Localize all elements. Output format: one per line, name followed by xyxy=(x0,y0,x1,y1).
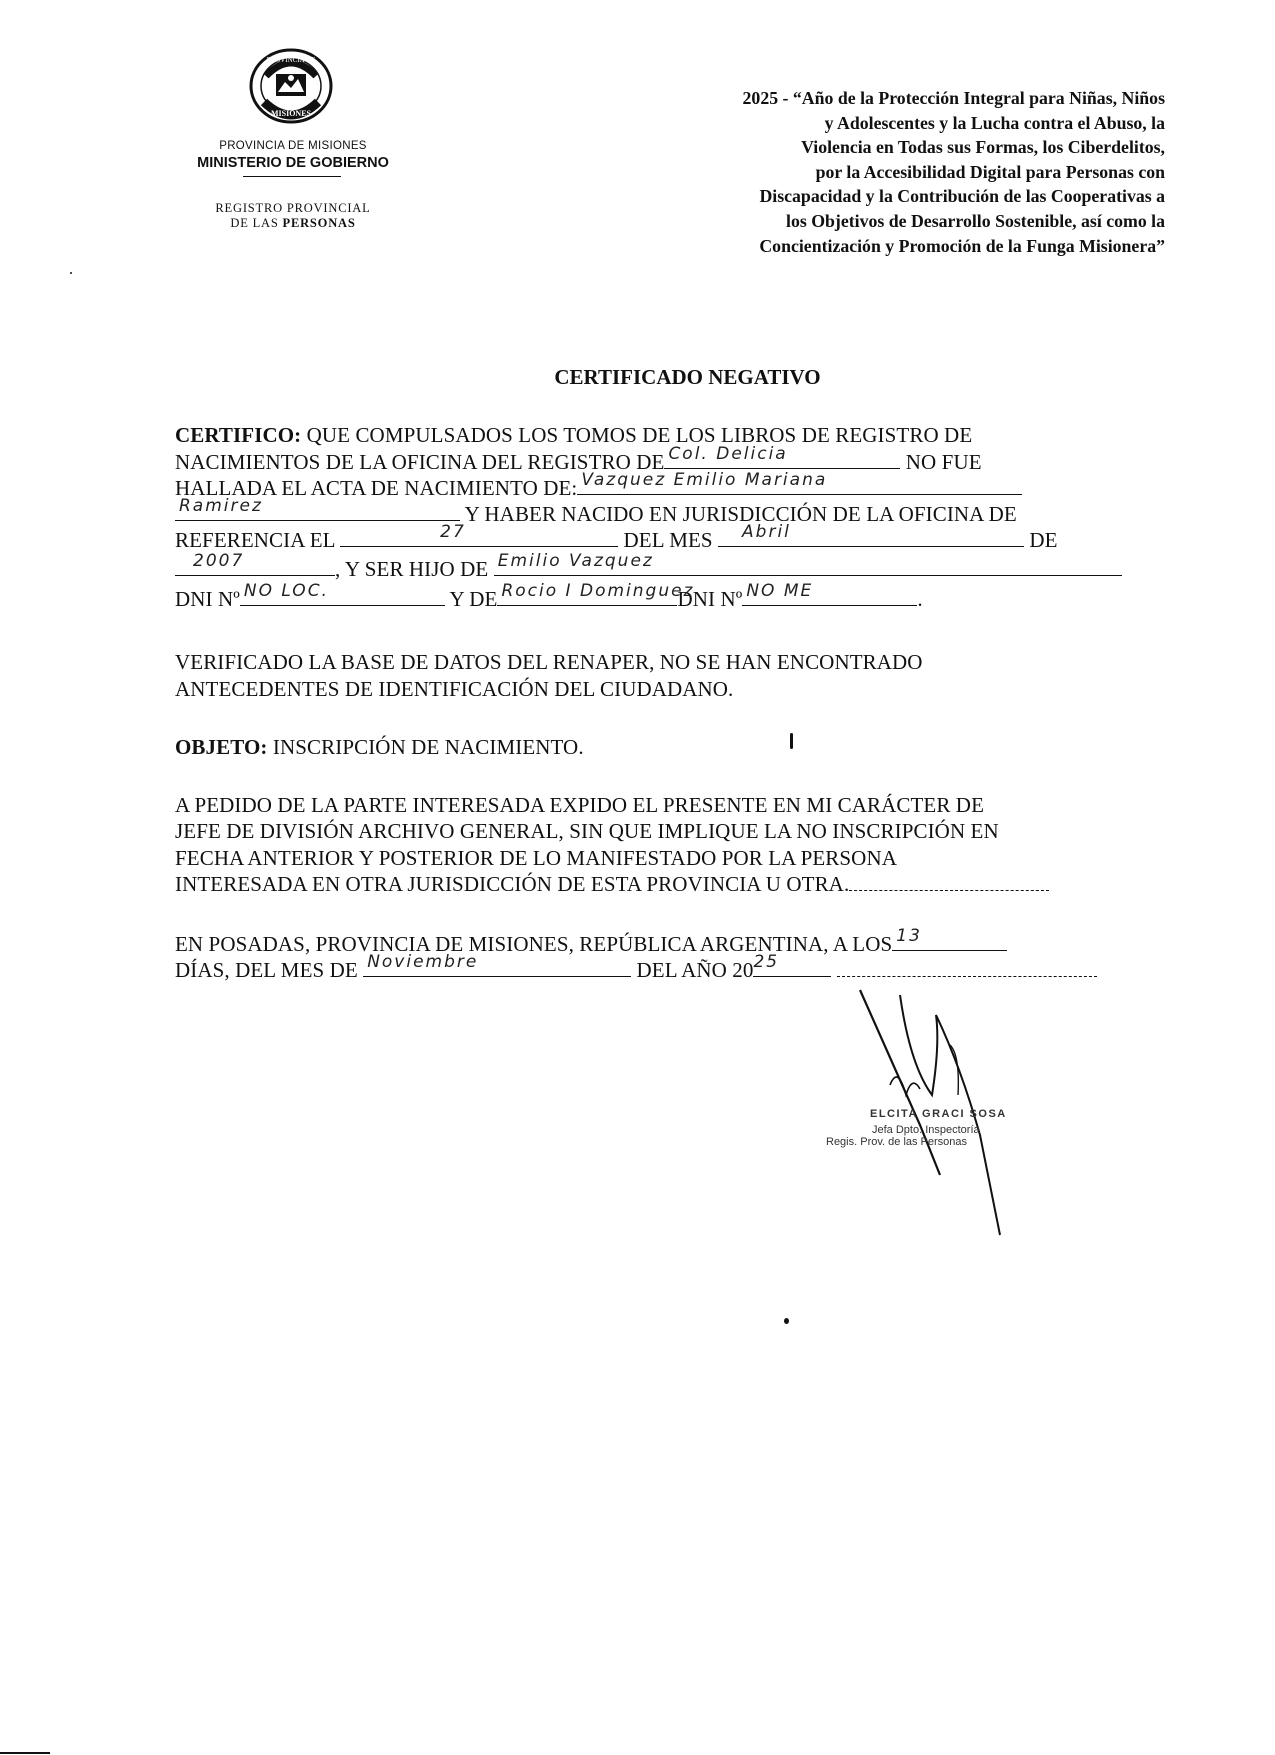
scan-speck xyxy=(784,1318,789,1324)
handwritten-issue-day: 13 xyxy=(896,926,922,946)
certifico-text: Y DE xyxy=(449,587,498,611)
filler-dashes xyxy=(837,961,1097,977)
pedido-line-4 xyxy=(175,871,1049,897)
closing-text: EN POSADAS, PROVINCIA DE MISIONES, REPÚBLICA ARGENTINA, A LOS xyxy=(175,932,893,956)
mother-field xyxy=(497,581,695,606)
registry-line-2-b: PERSONAS xyxy=(282,216,356,230)
certifico-line-3 xyxy=(175,470,1022,501)
logo-text-top: PROVINCIA DE xyxy=(266,56,316,64)
office-field xyxy=(664,444,900,469)
issue-year-field xyxy=(753,952,831,977)
certifico-text: DE xyxy=(1029,528,1058,552)
issue-month-field xyxy=(363,952,631,977)
certifico-text: NACIMIENTOS DE LA OFICINA DEL REGISTRO DE xyxy=(175,450,665,474)
closing-text: DEL AÑO 20 xyxy=(636,958,754,982)
certifico-line-1 xyxy=(175,422,972,448)
handwritten-surname: Ramirez xyxy=(179,496,263,516)
certifico-text: QUE COMPULSADOS LOS TOMOS DE LOS LIBROS DE REGISTRO DE xyxy=(306,423,973,447)
handwritten-month: Abril xyxy=(742,522,791,542)
pedido-line-2: JEFE DE DIVISIÓN ARCHIVO GENERAL, SIN QUE IMPLIQUE LA NO INSCRIPCIÓN EN xyxy=(175,819,999,843)
motto-line: Concientización y Promoción de la Funga Misionera” xyxy=(759,235,1165,256)
closing-text: DÍAS, DEL MES DE xyxy=(175,958,358,982)
birth-month-field xyxy=(718,522,1024,547)
child-name-field xyxy=(577,470,1022,495)
pedido-line-1: A PEDIDO DE LA PARTE INTERESADA EXPIDO EL PRESENTE EN MI CARÁCTER DE xyxy=(175,793,984,817)
filler-dashes xyxy=(849,875,1049,891)
mother-dni-field xyxy=(742,581,917,606)
certifico-line-2 xyxy=(175,444,982,475)
renaper-line-1: VERIFICADO LA BASE DE DATOS DEL RENAPER, NO SE HAN ENCONTRADO xyxy=(175,650,923,674)
certifico-line-4 xyxy=(175,496,1017,527)
handwritten-issue-month: Noviembre xyxy=(367,952,479,972)
province-name: PROVINCIA DE MISIONES xyxy=(219,140,367,152)
handwritten-year: 2007 xyxy=(193,551,245,571)
closing-line-2 xyxy=(175,952,1097,983)
objeto-line xyxy=(175,734,584,760)
issue-day-field xyxy=(892,926,1007,951)
motto-line: Discapacidad y la Contribución de las Cooperativas a xyxy=(759,186,1165,207)
registry-line-2-a: DE LAS xyxy=(230,216,279,230)
certifico-text: Y HABER NACIDO EN JURISDICCIÓN DE LA OFICINA DE xyxy=(464,502,1017,526)
certifico-text: DNI Nº xyxy=(175,587,240,611)
motto-line: Violencia en Todas sus Formas, los Ciberdelitos, xyxy=(801,137,1165,158)
scan-speck xyxy=(790,733,793,749)
motto-line: los Objetivos de Desarrollo Sostenible, así como la xyxy=(786,210,1165,231)
certifico-line-7 xyxy=(175,581,923,612)
pedido-text: INTERESADA EN OTRA JURISDICCIÓN DE ESTA PROVINCIA U OTRA. xyxy=(175,872,850,896)
closing-line-1 xyxy=(175,926,1007,957)
certifico-text: , Y SER HIJO DE xyxy=(335,557,489,581)
handwritten-day: 27 xyxy=(440,522,466,542)
motto-line: 2025 - “Año de la Protección Integral para Niñas, Niños xyxy=(742,88,1165,108)
objeto-text: INSCRIPCIÓN DE NACIMIENTO. xyxy=(272,735,584,759)
handwritten-mother-dni: NO ME xyxy=(746,581,814,601)
scan-speck xyxy=(70,272,72,274)
father-field xyxy=(494,551,1122,576)
handwritten-signature xyxy=(840,985,1100,1255)
motto-line: por la Accesibilidad Digital para Personas con xyxy=(815,161,1165,182)
motto-line: y Adolescentes y la Lucha contra el Abuso, la xyxy=(824,112,1165,133)
stamp-org: Regis. Prov. de las Personas xyxy=(826,1136,968,1148)
certifico-text: HALLADA EL ACTA DE NACIMIENTO DE: xyxy=(175,476,578,500)
birth-year-field xyxy=(175,551,335,576)
father-dni-field xyxy=(240,581,445,606)
province-seal-logo xyxy=(248,46,334,126)
handwritten-issue-year: 25 xyxy=(753,952,780,972)
child-name-field-2 xyxy=(175,496,460,521)
handwritten-name: Vazquez Emilio Mariana xyxy=(581,470,828,490)
ministry-name: MINISTERIO DE GOBIERNO xyxy=(197,155,389,171)
handwritten-father-dni: NO LOC. xyxy=(243,581,329,601)
scan-edge-line xyxy=(0,1752,50,1754)
certifico-text: DEL MES xyxy=(623,528,713,552)
handwritten-father: Emilio Vazquez xyxy=(497,551,654,571)
ministry-divider xyxy=(243,176,341,177)
certifico-text: NO FUE xyxy=(905,450,982,474)
pedido-line-3: FECHA ANTERIOR Y POSTERIOR DE LO MANIFESTADO POR LA PERSONA xyxy=(175,846,897,870)
handwritten-mother: Rocio I Dominguez xyxy=(501,581,695,601)
renaper-line-2: ANTECEDENTES DE IDENTIFICACIÓN DEL CIUDADANO. xyxy=(175,677,734,701)
birth-day-field xyxy=(340,522,618,547)
registry-line-1: REGISTRO PROVINCIAL xyxy=(215,201,371,215)
year-motto xyxy=(525,86,1165,258)
stamp-role: Jefa Dpto. Inspectoría xyxy=(872,1124,980,1136)
certifico-text: . xyxy=(917,587,923,611)
certifico-text: DNI Nº xyxy=(677,587,743,611)
certifico-text: REFERENCIA EL xyxy=(175,528,335,552)
registry-line-2 xyxy=(150,216,436,231)
document-title: CERTIFICADO NEGATIVO xyxy=(554,365,821,389)
certifico-label: CERTIFICO: xyxy=(175,423,302,447)
logo-text-bottom: MISIONES xyxy=(270,109,312,118)
handwritten-office: Col. Delicia xyxy=(668,444,788,464)
objeto-label: OBJETO: xyxy=(175,735,268,759)
stamp-name: ELCITA GRACI SOSA xyxy=(870,1108,1007,1120)
